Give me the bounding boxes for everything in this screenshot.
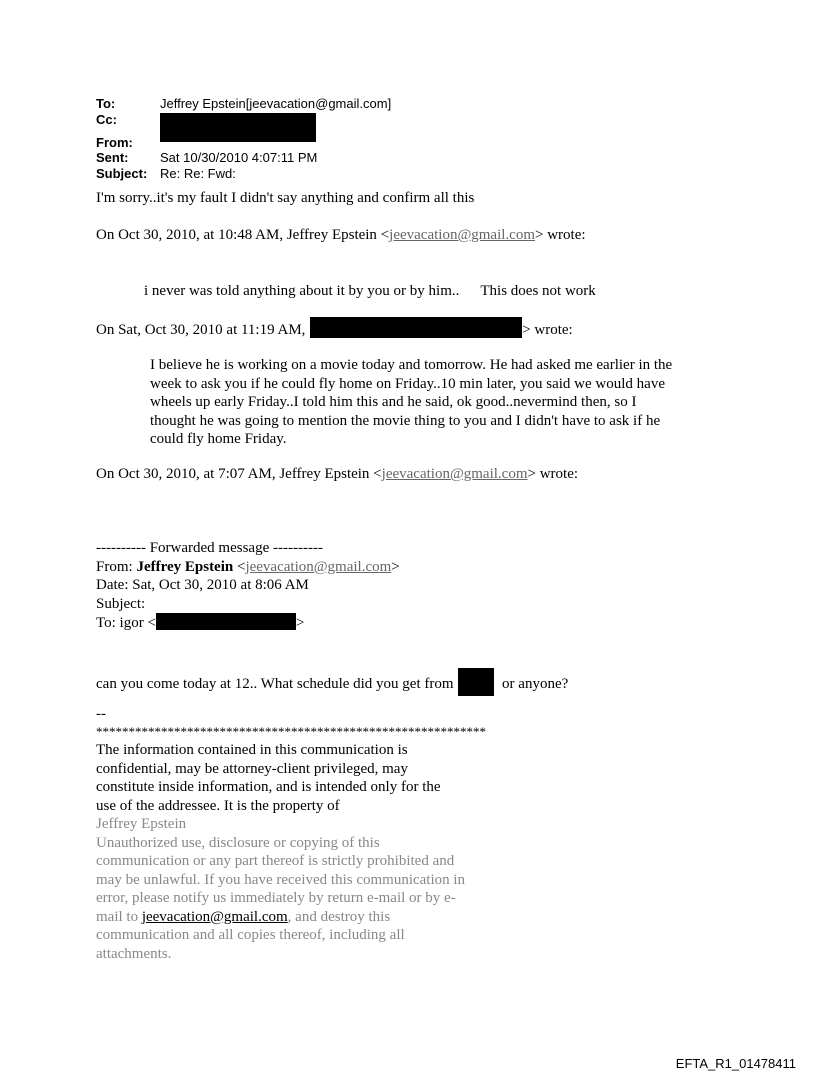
quote-header-3 xyxy=(96,465,578,484)
forwarded-to xyxy=(96,613,304,633)
redaction-box xyxy=(310,317,522,338)
sent-value: Sat 10/30/2010 4:07:11 PM xyxy=(160,150,318,166)
cc-row xyxy=(96,112,391,135)
email-link[interactable]: jeevacation@gmail.com xyxy=(245,559,392,575)
signature-dashes: -- xyxy=(96,706,106,722)
quote-header-2-prefix: On Sat, Oct 30, 2010 at 11:19 AM, xyxy=(96,322,306,338)
redaction-box xyxy=(160,113,316,142)
message-schedule-prefix: can you come today at 12.. What schedule did you get from xyxy=(96,676,454,692)
subject-row xyxy=(96,166,391,182)
forwarded-date: Date: Sat, Oct 30, 2010 at 8:06 AM xyxy=(96,577,309,593)
message-never-told-a: i never was told anything about it by you or by him.. xyxy=(144,283,460,299)
signature-stars: ************************************************************ xyxy=(96,724,486,739)
quote-header-2-suffix: > wrote: xyxy=(522,322,573,338)
forwarded-to-prefix: To: igor < xyxy=(96,615,156,631)
to-label: To: xyxy=(96,96,116,111)
message-schedule-suffix: or anyone? xyxy=(502,676,569,692)
forwarded-from-close: > xyxy=(391,559,400,575)
quote-header-3-suffix: > wrote: xyxy=(527,466,579,482)
forwarded-from-open: < xyxy=(233,559,246,575)
message-never-told-b: This does not work xyxy=(480,283,596,299)
forwarded-from-name: Jeffrey Epstein xyxy=(136,559,234,575)
sent-label: Sent: xyxy=(96,150,129,166)
sent-row xyxy=(96,150,391,166)
cc-label: Cc: xyxy=(96,111,117,127)
email-link[interactable]: jeevacation@gmail.com xyxy=(141,908,288,925)
forwarded-from xyxy=(96,558,400,577)
subject-label: Subject: xyxy=(96,165,148,181)
message-movie: I believe he is working on a movie today and tomorrow. He had asked me earlier in the week to ask you if he could fly home on Friday..10 min later, you said we would have wheels up early Friday..I told him this and he said, ok good..nevermind then, so I thought he was going to mention the movie thing to you and I didn't have to ask if he could fly home Friday. xyxy=(150,357,673,447)
email-header xyxy=(96,96,391,181)
forwarded-header: ---------- Forwarded message ---------- xyxy=(96,540,323,556)
disclaimer-unauthorized: Unauthorized use, disclosure or copying of this communication or any part thereof is strictly prohibited and may be unlawful. If you have received this communication in error, please notify us immediately by return e-mail or by e-mail to xyxy=(96,834,466,925)
quote-header-3-prefix: On Oct 30, 2010, at 7:07 AM, Jeffrey Epstein < xyxy=(96,466,382,482)
disclaimer-grey xyxy=(96,815,466,963)
to-row xyxy=(96,96,391,112)
from-label: From: xyxy=(96,134,133,150)
document-id: EFTA_R1_01478411 xyxy=(675,1056,796,1071)
forwarded-from-label: From: xyxy=(96,559,137,575)
email-link[interactable]: jeevacation@gmail.com xyxy=(389,227,535,243)
redaction-box xyxy=(156,613,296,630)
quote-header-1-suffix: > wrote: xyxy=(535,227,586,243)
forwarded-subject: Subject: xyxy=(96,596,146,612)
quote-header-1-prefix: On Oct 30, 2010, at 10:48 AM, Jeffrey Epstein < xyxy=(96,227,390,243)
disclaimer-confidential: The information contained in this communication is confidential, may be attorney-client privileged, may constitute inside information, and is intended only for the use of the addressee. It is the property of xyxy=(96,742,441,814)
message-apology: I'm sorry..it's my fault I didn't say anything and confirm all this xyxy=(96,190,475,206)
to-value: Jeffrey Epstein[jeevacation@gmail.com] xyxy=(160,96,392,111)
redaction-box xyxy=(458,668,494,696)
message-never-told xyxy=(144,282,596,301)
message-schedule xyxy=(96,668,568,696)
disclaimer-destroy: , and destroy this communication and all copies thereof, including all attachments. xyxy=(96,908,405,962)
quote-header-2 xyxy=(96,317,573,340)
forwarded-to-suffix: > xyxy=(295,615,305,631)
quote-header-1 xyxy=(96,226,586,245)
subject-value: Re: Re: Fwd: xyxy=(160,165,236,181)
disclaimer-owner: Jeffrey Epstein xyxy=(96,816,187,832)
email-link[interactable]: jeevacation@gmail.com xyxy=(381,466,528,482)
